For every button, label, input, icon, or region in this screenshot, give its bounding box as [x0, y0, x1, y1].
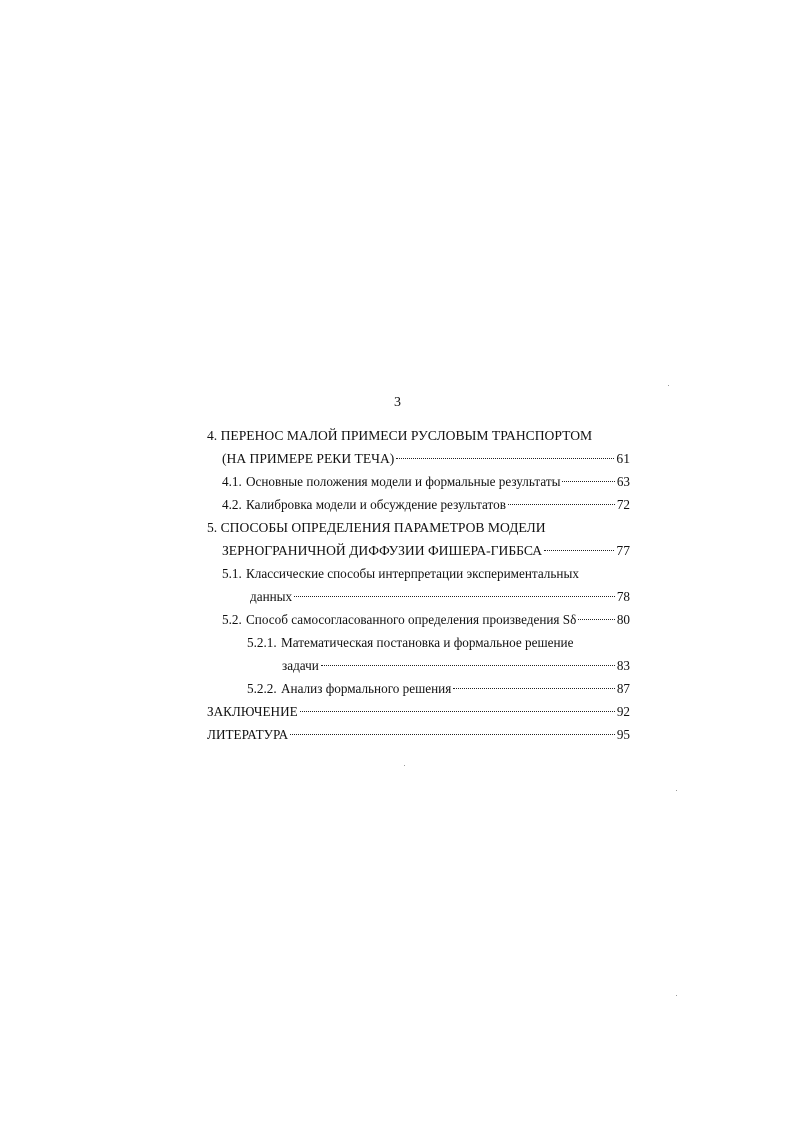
page-number: 3	[394, 395, 401, 410]
toc-entry-chapter-5-cont	[222, 540, 630, 562]
toc-entry-number: 5.2.1.	[247, 635, 277, 650]
dot-leader	[508, 504, 615, 505]
dot-leader	[578, 619, 614, 620]
toc-entry-5-2-1	[247, 632, 630, 654]
scan-speck	[668, 385, 669, 386]
toc-entry-text: ЗЕРНОГРАНИЧНОЙ ДИФФУЗИИ ФИШЕРА-ГИББСА	[222, 543, 543, 558]
toc-entry-text: задачи	[282, 658, 319, 673]
toc-entry-text: Классические способы интерпретации экспериментальных	[246, 566, 579, 581]
toc-entry-text: Основные положения модели и формальные результаты	[246, 474, 561, 489]
toc-entry-5-2	[222, 609, 630, 631]
toc-entry-number: 5.2.	[222, 612, 242, 627]
toc-entry-text: Математическая постановка и формальное решение	[281, 635, 574, 650]
dot-leader	[544, 550, 614, 551]
toc-page-number: 80	[616, 612, 630, 627]
dot-leader	[453, 688, 615, 689]
toc-entry-text: ЗАКЛЮЧЕНИЕ	[207, 704, 298, 719]
toc-page-number: 95	[616, 727, 630, 742]
toc-page-number: 78	[616, 589, 630, 604]
toc-entry-number: 5.1.	[222, 566, 242, 581]
toc-page-number: 77	[616, 543, 630, 558]
toc-entry-number: 5.2.2.	[247, 681, 277, 696]
toc-entry-text: ЛИТЕРАТУРА	[207, 727, 289, 742]
scan-speck	[404, 765, 405, 766]
toc-page-number: 83	[616, 658, 630, 673]
toc-entry-text: Анализ формального решения	[281, 681, 452, 696]
toc-entry-5-2-1-cont	[282, 655, 630, 677]
toc-entry-4-1	[222, 471, 630, 493]
toc-entry-chapter-4-cont	[222, 448, 630, 470]
toc-page-number: 63	[616, 474, 630, 489]
toc-entry-literature	[207, 724, 630, 746]
toc-entry-chapter-5	[207, 517, 617, 539]
toc-page-number: 92	[616, 704, 630, 719]
dot-leader	[294, 596, 615, 597]
dot-leader	[562, 481, 614, 482]
toc-entry-number: 4.2.	[222, 497, 242, 512]
dot-leader	[321, 665, 615, 666]
dot-leader	[300, 711, 615, 712]
toc-entry-4-2	[222, 494, 630, 516]
toc-entry-text: 5. СПОСОБЫ ОПРЕДЕЛЕНИЯ ПАРАМЕТРОВ МОДЕЛИ	[207, 520, 546, 535]
toc-entry-text: Калибровка модели и обсуждение результатов	[246, 497, 506, 512]
scan-speck	[676, 995, 677, 996]
toc-entry-chapter-4	[207, 425, 617, 447]
toc-entry-5-1	[222, 563, 630, 585]
toc-entry-text: (НА ПРИМЕРЕ РЕКИ ТЕЧА)	[222, 451, 395, 466]
toc-entry-5-1-cont	[250, 586, 630, 608]
toc-entry-conclusion	[207, 701, 630, 723]
dot-leader	[290, 734, 615, 735]
toc-entry-5-2-2	[247, 678, 630, 700]
toc-entry-number: 4.1.	[222, 474, 242, 489]
scan-speck	[676, 790, 677, 791]
toc-page-number: 61	[616, 451, 630, 466]
toc-page-number: 72	[616, 497, 630, 512]
toc-page-number: 87	[616, 681, 630, 696]
dot-leader	[396, 458, 614, 459]
toc-entry-text: Способ самосогласованного определения произведения Sδ	[246, 612, 577, 627]
toc-entry-text: 4. ПЕРЕНОС МАЛОЙ ПРИМЕСИ РУСЛОВЫМ ТРАНСПОРТОМ	[207, 428, 593, 443]
toc-entry-text: данных	[250, 589, 293, 604]
